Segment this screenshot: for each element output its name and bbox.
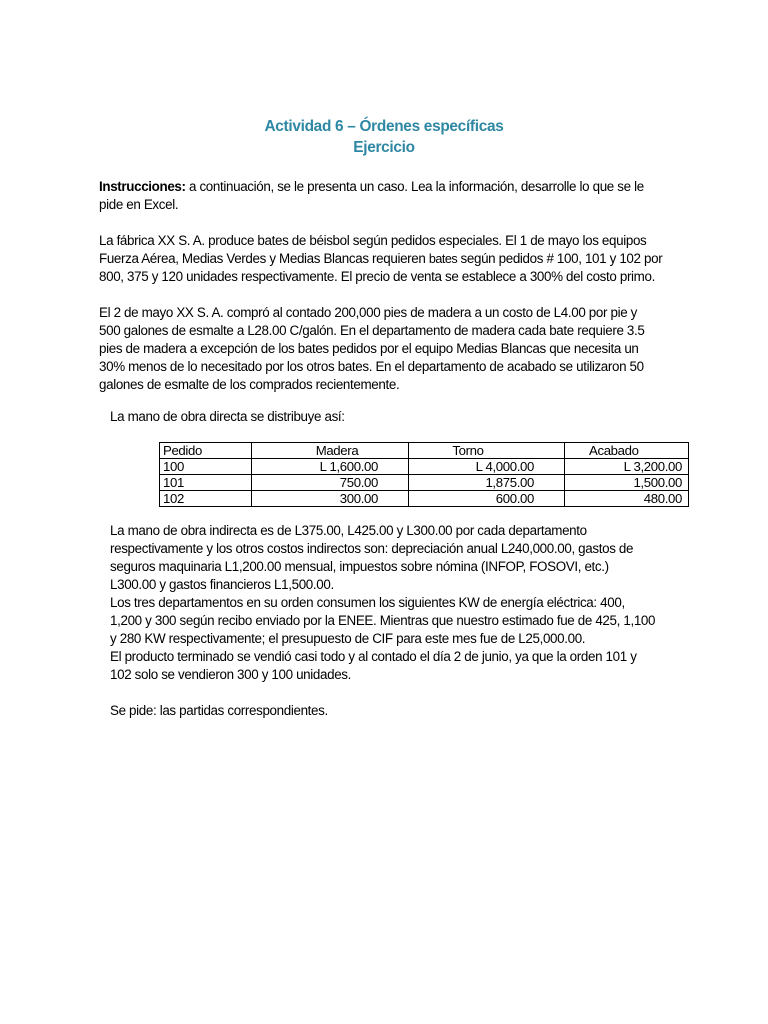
table-row [160, 459, 689, 475]
instructions-text-line2: pide en Excel. [99, 197, 179, 212]
paragraph-line: El producto terminado se vendió casi todo y al contado el día 2 de junio, ya que la orden 101 y [110, 649, 637, 664]
table-cell: L 4,000.00 [409, 459, 565, 475]
paragraph-line: seguros maquinaria L1,200.00 mensual, impuestos sobre nómina (INFOP, FOSOVI, etc.) [110, 559, 609, 574]
table-header-cell: Madera [252, 443, 409, 459]
instructions-paragraph [99, 178, 679, 214]
table-header-cell: Torno [409, 443, 565, 459]
case-paragraph-1 [99, 232, 679, 286]
paragraph-line: 800, 375 y 120 unidades respectivamente. El precio de venta se establece a 300% del costo primo. [99, 269, 655, 284]
paragraph-line: L300.00 y gastos financieros L1,500.00. [110, 577, 334, 592]
table-cell: 600.00 [409, 491, 565, 507]
table-cell: 100 [160, 459, 252, 475]
paragraph-line: respectivamente y los otros costos indirectos son: depreciación anual L240,000.00, gastos de [110, 541, 634, 556]
table-cell: 750.00 [252, 475, 409, 491]
table-cell: L 1,600.00 [252, 459, 409, 475]
table-cell: 1,875.00 [409, 475, 565, 491]
document-subtitle: Ejercicio [353, 139, 415, 156]
direct-labor-table [159, 442, 689, 507]
paragraph-line: La mano de obra indirecta es de L375.00, L425.00 y L300.00 por cada departamento [110, 523, 587, 538]
paragraph-line: 1,200 y 300 según recibo enviado por la ENEE. Mientras que nuestro estimado fue de 425, 1,100 [110, 613, 656, 628]
table-cell: 480.00 [565, 491, 689, 507]
paragraph-line: La mano de obra directa se distribuye así: [110, 409, 345, 424]
table-header-row [160, 443, 689, 459]
paragraph-line-part: según pedidos # 100, 101 y 102 por [457, 251, 663, 266]
table-cell: 300.00 [252, 491, 409, 507]
table-cell: L 3,200.00 [565, 459, 689, 475]
paragraph-line: galones de esmalte de los comprados recientemente. [99, 377, 400, 392]
paragraph-line: 500 galones de esmalte a L28.00 C/galón. En el departamento de madera cada bate requiere 3.5 [99, 323, 645, 338]
table-header-cell: Acabado [565, 443, 689, 459]
paragraph-line: 30% menos de lo necesitado por los otros bates. En el departamento de acabado se utilizaron 50 [99, 359, 644, 374]
paragraph-line: pies de madera a excepción de los bates pedidos por el equipo Medias Blancas que necesita un [99, 341, 639, 356]
table-row [160, 491, 689, 507]
paragraph-line: y 280 KW respectivamente; el presupuesto de CIF para este mes fue de L25,000.00. [110, 631, 586, 646]
paragraph-line: Se pide: las partidas correspondientes. [110, 703, 328, 718]
instructions-text: a continuación, se le presenta un caso. Lea la información, desarrolle lo que se le [185, 179, 644, 194]
table-cell: 101 [160, 475, 252, 491]
paragraph-line: Los tres departamentos en su orden consumen los siguientes KW de energía eléctrica: 400, [110, 595, 625, 610]
paragraph-line: El 2 de mayo XX S. A. compró al contado 200,000 pies de madera a un costo de L4.00 por pie y [99, 305, 638, 320]
case-paragraph-3 [110, 522, 670, 684]
table-cell: 1,500.00 [565, 475, 689, 491]
paragraph-line-part-small: bates [428, 252, 458, 266]
instructions-label: Instrucciones: [99, 179, 186, 194]
case-paragraph-2 [99, 304, 679, 394]
paragraph-line: 102 solo se vendieron 300 y 100 unidades. [110, 667, 352, 682]
table-cell: 102 [160, 491, 252, 507]
task-statement [110, 702, 670, 720]
labor-intro [110, 408, 670, 426]
document-title: Actividad 6 – Órdenes específicas [264, 118, 504, 135]
paragraph-line-part: Fuerza Aérea, Medias Verdes y Medias Blancas requieren [99, 251, 429, 266]
table-row [160, 475, 689, 491]
paragraph-line: La fábrica XX S. A. produce bates de béisbol según pedidos especiales. El 1 de mayo los equipos [99, 233, 647, 248]
table-header-cell: Pedido [160, 443, 252, 459]
